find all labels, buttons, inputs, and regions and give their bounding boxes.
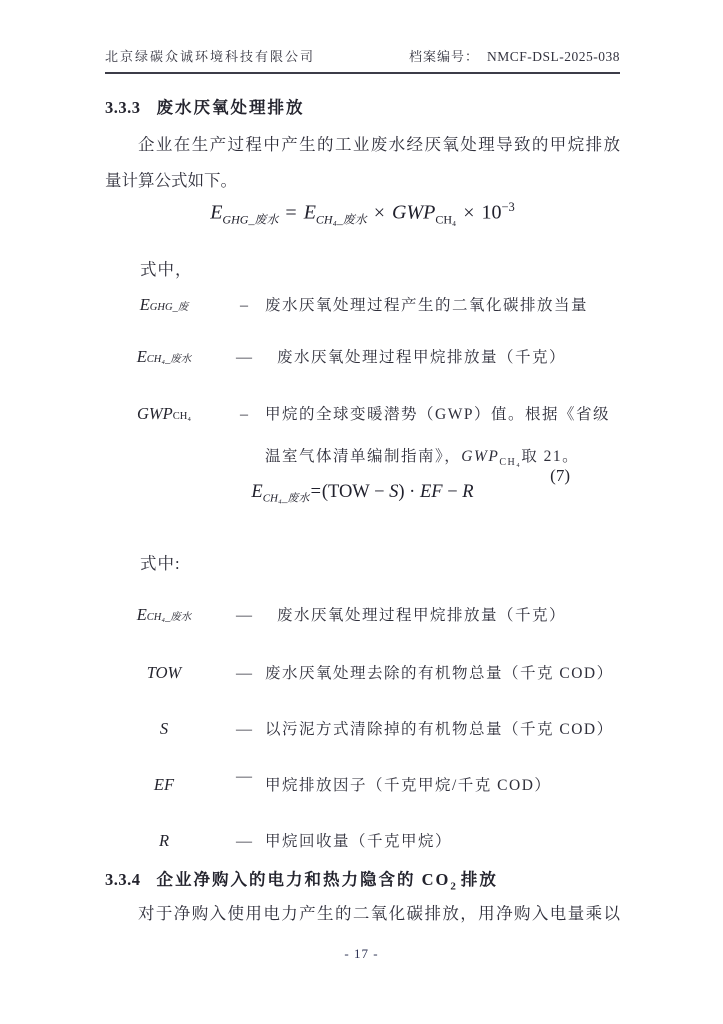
multiply-sign: × xyxy=(463,201,475,224)
formula-var: EF xyxy=(419,482,443,502)
formula-methane: $E_{CH_4\_废水}=(TOW - S)$ · EF − R xyxy=(251,482,474,505)
symbol: EF xyxy=(153,775,175,794)
section-heading-3-3-4 xyxy=(105,866,498,892)
equals-sign: = xyxy=(309,482,322,502)
section-title: 废水厌氧处理排放 xyxy=(156,98,305,117)
inline-math: $GWP_{CH_4}$ xyxy=(461,448,522,469)
definition-row xyxy=(105,714,620,745)
dash: – xyxy=(240,406,248,423)
definition-row xyxy=(105,290,620,323)
dash: — xyxy=(236,833,252,850)
definition-text: 废水厌氧处理过程产生的二氧化碳排放当量 xyxy=(265,297,589,314)
archive-number: NMCF-DSL-2025-038 xyxy=(486,49,620,64)
archive-label: 档案编号： xyxy=(408,49,479,64)
section-title: 企业净购入的电力和热力隐含的 $CO_2$ 排放 xyxy=(156,870,498,893)
definition-line: 甲烷的全球变暖潜势（GWP）值。根据《省级 xyxy=(265,406,610,423)
definition-list xyxy=(105,600,620,882)
formula-sub: CH₄ xyxy=(435,212,457,227)
paragraph-line: 量计算公式如下。 xyxy=(105,171,237,190)
dash: — xyxy=(236,721,252,738)
formula-methane-block xyxy=(105,466,620,506)
definition-row xyxy=(105,658,620,689)
section-number: 3.3.4 xyxy=(105,870,141,889)
formula-exponent: −3 xyxy=(501,200,515,214)
dash: — xyxy=(236,768,252,785)
definition-row xyxy=(105,770,620,801)
definition-text: 以污泥方式清除掉的有机物总量（千克 COD） xyxy=(265,721,614,738)
equals-sign: = xyxy=(285,201,297,224)
where-label: 式中， xyxy=(140,260,193,279)
paragraph-line: 对于净购入使用电力产生的二氧化碳排放，用净购入电量乘以 xyxy=(138,904,620,923)
definition-text: 甲烷回收量（千克甲烷） xyxy=(265,833,453,850)
symbol: GWP CH₄ xyxy=(137,404,191,423)
page-header xyxy=(105,46,620,74)
symbol: E CH₄_废水 xyxy=(136,605,192,624)
archive-number-group xyxy=(409,46,620,65)
multiply-sign: × xyxy=(373,201,386,224)
page-number: - 17 - xyxy=(344,946,379,961)
formula-sub: CH₄_废水 xyxy=(315,212,367,227)
co2-subscript: 2 xyxy=(450,880,458,893)
intro-paragraph xyxy=(105,133,620,205)
definition-text: 废水厌氧处理过程甲烷排放量（千克） xyxy=(277,607,567,624)
company-name: 北京绿碳众诚环境科技有限公司 xyxy=(105,49,316,64)
formula-sub: CH₄_废水 xyxy=(262,492,310,505)
definition-row xyxy=(105,826,620,857)
formula-var: E xyxy=(251,482,263,502)
definition-line: 温室气体清单编制指南》， xyxy=(265,448,462,465)
definition-row xyxy=(105,342,620,375)
dash: — xyxy=(236,349,252,366)
formula-number: 10 xyxy=(481,201,502,224)
symbol: TOW xyxy=(146,663,182,682)
section-number: 3.3.3 xyxy=(105,98,141,117)
equation-number: (7) xyxy=(550,466,570,485)
formula-var: R xyxy=(462,482,474,502)
definition-text: 废水厌氧处理去除的有机物总量（千克 COD） xyxy=(265,665,614,682)
dash: — xyxy=(236,665,252,682)
dash: – xyxy=(240,297,248,314)
symbol: R xyxy=(158,831,170,850)
formula-var: E xyxy=(210,201,223,224)
definition-text: 废水厌氧处理过程甲烷排放量（千克） xyxy=(277,349,567,366)
section-heading-3-3-3 xyxy=(105,94,305,118)
formula-sub: GHG_废水 xyxy=(222,212,279,227)
formula-var: S xyxy=(389,482,399,502)
symbol: S xyxy=(159,719,169,738)
definition-line: 取 21。 xyxy=(521,448,580,465)
symbol: E CH₄_废水 xyxy=(136,347,192,366)
definition-row xyxy=(105,600,620,633)
formula-var: E xyxy=(303,201,316,224)
formula-var: TOW xyxy=(327,482,370,502)
body-paragraph xyxy=(105,902,620,938)
formula-wastewater-ghg xyxy=(105,200,620,228)
where-label: 式中: xyxy=(140,554,181,573)
formula-var: GWP xyxy=(392,201,436,224)
paragraph-line: 企业在生产过程中产生的工业废水经厌氧处理导致的甲烷排放 xyxy=(138,135,620,154)
definition-text: 甲烷排放因子（千克甲烷/千克 COD） xyxy=(265,777,552,794)
dash: — xyxy=(236,607,252,624)
symbol: E GHG_废 xyxy=(139,295,189,314)
